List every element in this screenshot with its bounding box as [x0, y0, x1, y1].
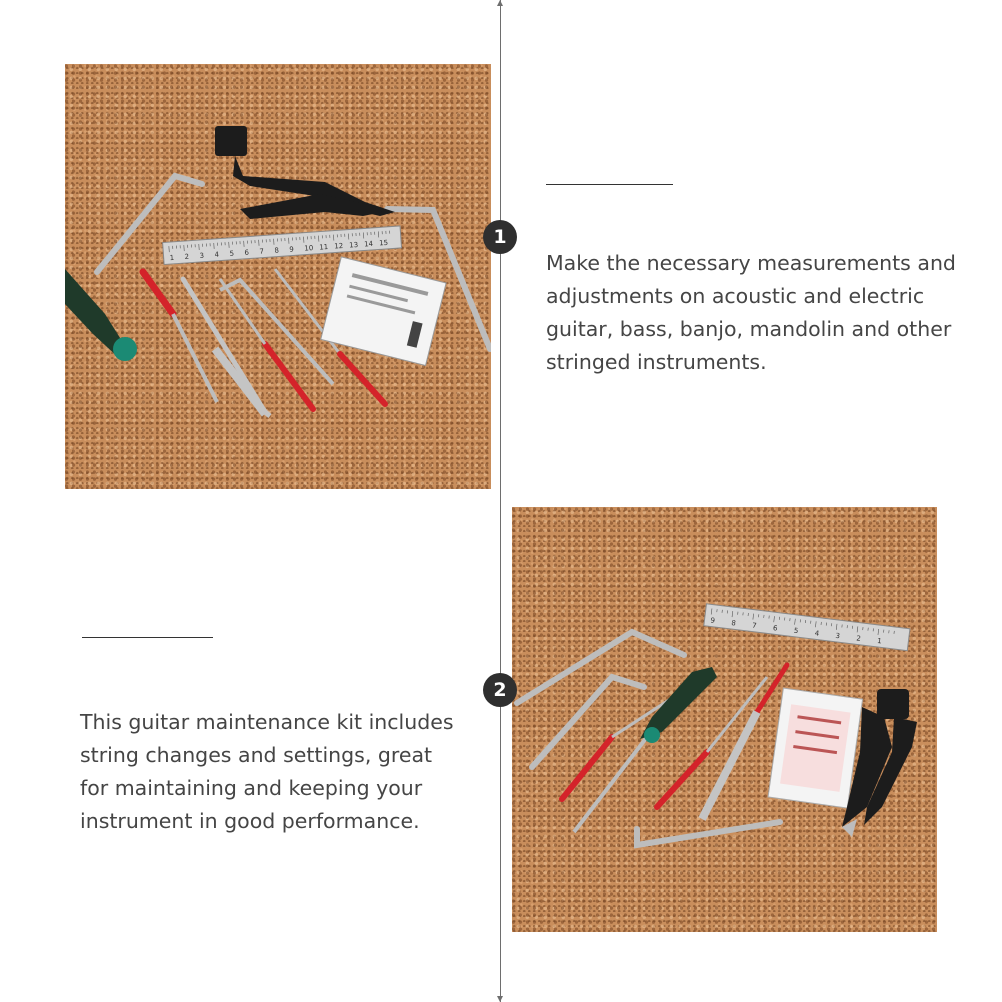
ruler-number: 3	[835, 631, 841, 641]
ruler-number: 12	[334, 241, 344, 251]
ruler-number: 8	[730, 619, 737, 628]
ruler-number: 3	[199, 251, 205, 260]
ruler-number: 5	[229, 249, 235, 258]
ruler-number: 1	[876, 636, 883, 646]
ruler-number: 11	[319, 243, 329, 252]
tool-kit-illustration-1	[65, 64, 491, 489]
ruler-number: 2	[184, 252, 190, 262]
step-2-description: This guitar maintenance kit includes string changes and settings, great for maintaining and keeping your instrument in good performance.	[80, 710, 454, 833]
ruler-number: 6	[244, 248, 250, 257]
text-divider-1	[546, 184, 673, 185]
product-photo-2	[512, 507, 937, 932]
step-badge-2: 2	[483, 673, 517, 707]
ruler-number: 7	[259, 247, 265, 256]
ruler-number: 8	[274, 246, 280, 255]
ruler-number: 15	[378, 238, 389, 248]
ruler-number: 1	[169, 253, 175, 263]
arrow-up-icon	[497, 0, 503, 6]
tool-kit-illustration-2	[512, 507, 937, 932]
product-photo-1	[65, 64, 491, 489]
step-1-description: Make the necessary measurements and adjustments on acoustic and electric guitar, bass, banjo, mandolin and other stringed instruments.	[546, 251, 956, 374]
ruler-number: 7	[751, 621, 758, 631]
divider-line	[500, 0, 501, 1002]
ruler-number: 6	[772, 624, 778, 633]
ruler-number: 5	[793, 626, 799, 636]
ruler-number: 4	[214, 250, 220, 259]
ruler-number: 10	[304, 244, 314, 253]
ruler-number: 9	[709, 616, 716, 625]
ruler-number: 14	[363, 239, 374, 249]
ruler-number: 9	[289, 245, 295, 254]
ruler-number: 2	[855, 634, 862, 643]
text-divider-2	[82, 637, 213, 638]
ruler-number: 13	[348, 240, 359, 250]
arrow-down-icon	[497, 996, 503, 1002]
step-badge-1: 1	[483, 220, 517, 254]
ruler-number: 4	[814, 629, 820, 638]
